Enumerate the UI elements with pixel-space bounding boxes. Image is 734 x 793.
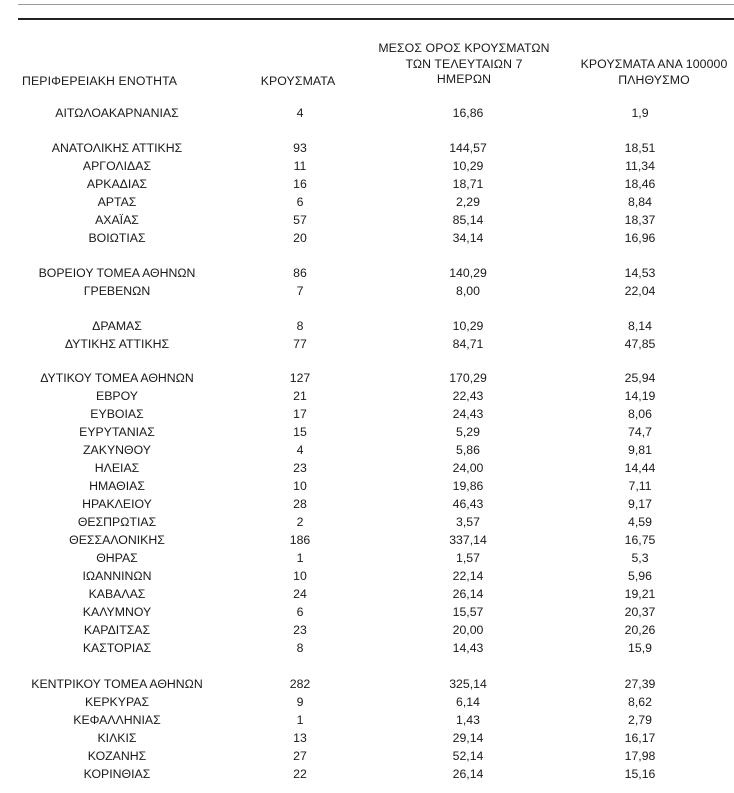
cell-region: ΔΥΤΙΚΗΣ ΑΤΤΙΚΗΣ (64, 337, 170, 351)
cell-cases: 93 (293, 141, 307, 155)
header-cases: ΚΡΟΥΣΜΑΤΑ (260, 74, 336, 88)
table-row (0, 604, 734, 622)
cell-cases: 24 (293, 587, 307, 601)
table-row (0, 230, 734, 248)
table-row (0, 550, 734, 568)
cell-region: ΚΕΝΤΡΙΚΟΥ ΤΟΜΕΑ ΑΘΗΝΩΝ (31, 677, 203, 691)
cell-avg7: 18,71 (452, 177, 484, 191)
cell-per100k: 16,96 (624, 231, 656, 245)
cell-region: ΚΕΦΑΛΛΗΝΙΑΣ (73, 713, 161, 727)
cell-per100k: 14,53 (624, 266, 656, 280)
cell-cases: 22 (293, 767, 307, 781)
table-row (0, 194, 734, 212)
table-row (0, 694, 734, 712)
cell-avg7: 20,00 (452, 623, 484, 637)
cell-per100k: 8,14 (628, 319, 652, 333)
table-row (0, 532, 734, 550)
top-rule (18, 4, 734, 5)
cell-avg7: 22,43 (452, 389, 484, 403)
cell-region: ΑΡΤΑΣ (97, 195, 137, 209)
cell-per100k: 27,39 (624, 677, 656, 691)
cell-region: ΒΟΡΕΙΟΥ ΤΟΜΕΑ ΑΘΗΝΩΝ (38, 266, 196, 280)
cell-per100k: 14,19 (624, 389, 656, 403)
cell-per100k: 18,37 (624, 213, 656, 227)
cell-per100k: 19,21 (624, 587, 656, 601)
cell-cases: 15 (293, 425, 307, 439)
cell-cases: 23 (293, 461, 307, 475)
cell-avg7: 144,57 (449, 141, 487, 155)
cell-per100k: 18,51 (624, 141, 656, 155)
header-region: ΠΕΡΙΦΕΡΕΙΑΚΗ ΕΝΟΤΗΤΑ (22, 74, 178, 88)
cell-region: ΓΡΕΒΕΝΩΝ (83, 284, 151, 298)
cell-per100k: 14,44 (624, 461, 656, 475)
cell-per100k: 8,06 (628, 407, 652, 421)
table-row (0, 212, 734, 230)
cell-per100k: 9,81 (628, 443, 652, 457)
cell-avg7: 26,14 (452, 767, 484, 781)
cell-avg7: 22,14 (452, 569, 484, 583)
cell-region: ΚΑΒΑΛΑΣ (88, 587, 146, 601)
cell-region: ΕΒΡΟΥ (96, 389, 138, 403)
cell-avg7: 46,43 (452, 497, 484, 511)
cell-cases: 10 (293, 479, 307, 493)
cell-region: ΚΑΡΔΙΤΣΑΣ (83, 623, 151, 637)
table-row (0, 460, 734, 478)
header-rule (18, 18, 734, 20)
cell-region: ΚΑΣΤΟΡΙΑΣ (82, 641, 152, 655)
cell-per100k: 47,85 (624, 337, 656, 351)
cell-avg7: 19,86 (452, 479, 484, 493)
cell-per100k: 74,7 (628, 425, 652, 439)
table-row (0, 105, 734, 123)
cell-cases: 127 (289, 371, 311, 385)
table-row (0, 442, 734, 460)
table-row (0, 140, 734, 158)
cell-avg7: 140,29 (449, 266, 487, 280)
cell-cases: 57 (293, 213, 307, 227)
cell-region: ΑΙΤΩΛΟΑΚΑΡΝΑΝΙΑΣ (55, 106, 179, 120)
cell-cases: 23 (293, 623, 307, 637)
cell-cases: 8 (296, 641, 304, 655)
cell-avg7: 6,14 (456, 695, 480, 709)
cell-avg7: 1,43 (456, 713, 480, 727)
cell-per100k: 5,3 (631, 551, 649, 565)
cell-per100k: 18,46 (624, 177, 656, 191)
cell-cases: 1 (296, 551, 304, 565)
cell-per100k: 8,84 (628, 195, 652, 209)
cell-avg7: 52,14 (452, 749, 484, 763)
table-row (0, 586, 734, 604)
table-row (0, 640, 734, 658)
cell-avg7: 10,29 (452, 159, 484, 173)
cell-cases: 8 (296, 319, 304, 333)
cell-avg7: 325,14 (449, 677, 487, 691)
cell-per100k: 25,94 (624, 371, 656, 385)
table-row (0, 283, 734, 301)
cell-cases: 13 (293, 731, 307, 745)
cell-region: ΙΩΑΝΝΙΝΩΝ (82, 569, 152, 583)
cell-cases: 21 (293, 389, 307, 403)
header-per100k (566, 57, 734, 88)
cell-cases: 28 (293, 497, 307, 511)
cell-cases: 86 (293, 266, 307, 280)
cell-per100k: 22,04 (624, 284, 656, 298)
cell-region: ΚΕΡΚΥΡΑΣ (84, 695, 150, 709)
cell-per100k: 7,11 (628, 479, 652, 493)
cell-cases: 10 (293, 569, 307, 583)
cell-per100k: 15,9 (628, 641, 652, 655)
cell-avg7: 26,14 (452, 587, 484, 601)
cell-region: ΔΥΤΙΚΟΥ ΤΟΜΕΑ ΑΘΗΝΩΝ (40, 371, 194, 385)
cell-region: ΒΟΙΩΤΙΑΣ (88, 231, 146, 245)
cell-region: ΑΝΑΤΟΛΙΚΗΣ ΑΤΤΙΚΗΣ (51, 141, 183, 155)
cell-per100k: 20,37 (624, 605, 656, 619)
cell-cases: 7 (296, 284, 304, 298)
header-per100k-line2: ΠΛΗΘΥΣΜΟ (618, 72, 690, 87)
cell-cases: 6 (296, 605, 304, 619)
cell-region: ΕΥΒΟΙΑΣ (90, 407, 144, 421)
cell-avg7: 16,86 (452, 106, 484, 120)
cell-avg7: 34,14 (452, 231, 484, 245)
cell-region: ΚΟΖΑΝΗΣ (87, 749, 147, 763)
cell-avg7: 2,29 (456, 195, 480, 209)
cell-avg7: 170,29 (449, 371, 487, 385)
cell-avg7: 8,00 (456, 284, 480, 298)
cell-per100k: 9,17 (628, 497, 652, 511)
cell-avg7: 84,71 (452, 337, 484, 351)
table-row (0, 424, 734, 442)
table-row (0, 478, 734, 496)
cell-cases: 77 (293, 337, 307, 351)
table-row (0, 158, 734, 176)
cell-region: ΑΡΓΟΛΙΔΑΣ (82, 159, 152, 173)
cell-cases: 2 (296, 515, 304, 529)
cell-avg7: 5,29 (456, 425, 480, 439)
cell-region: ΚΟΡΙΝΘΙΑΣ (83, 767, 151, 781)
table-row (0, 265, 734, 283)
cell-avg7: 337,14 (449, 533, 487, 547)
table-row (0, 496, 734, 514)
cell-avg7: 14,43 (452, 641, 484, 655)
cell-region: ΘΗΡΑΣ (96, 551, 138, 565)
cell-cases: 11 (293, 159, 307, 173)
cell-avg7: 15,57 (452, 605, 484, 619)
table-row (0, 568, 734, 586)
table-row (0, 676, 734, 694)
cell-region: ΚΙΛΚΙΣ (97, 731, 137, 745)
table-row (0, 318, 734, 336)
cell-region: ΑΧΑΪΑΣ (95, 213, 139, 227)
cell-avg7: 3,57 (456, 515, 480, 529)
cell-per100k: 15,16 (624, 767, 656, 781)
cell-avg7: 5,86 (456, 443, 480, 457)
table-row (0, 406, 734, 424)
cell-cases: 4 (296, 443, 304, 457)
header-avg7-line1: ΜΕΣΟΣ ΟΡΟΣ ΚΡΟΥΣΜΑΤΩΝ (378, 41, 550, 55)
cell-cases: 1 (296, 713, 304, 727)
table-row (0, 748, 734, 766)
table-row (0, 622, 734, 640)
cell-cases: 282 (289, 677, 311, 691)
cell-per100k: 2,79 (628, 713, 652, 727)
cell-per100k: 16,75 (624, 533, 656, 547)
table-row (0, 514, 734, 532)
cell-region: ΖΑΚΥΝΘΟΥ (83, 443, 151, 457)
cell-cases: 9 (296, 695, 304, 709)
cell-region: ΗΛΕΙΑΣ (94, 461, 140, 475)
cell-avg7: 24,00 (452, 461, 484, 475)
cell-per100k: 20,26 (624, 623, 656, 637)
cell-per100k: 1,9 (631, 106, 649, 120)
cell-cases: 16 (293, 177, 307, 191)
header-avg7 (362, 41, 566, 88)
cell-cases: 6 (296, 195, 304, 209)
cell-region: ΑΡΚΑΔΙΑΣ (86, 177, 148, 191)
cell-region: ΗΜΑΘΙΑΣ (89, 479, 145, 493)
cell-avg7: 24,43 (452, 407, 484, 421)
table-row (0, 388, 734, 406)
cell-cases: 186 (289, 533, 311, 547)
cell-per100k: 17,98 (624, 749, 656, 763)
cell-region: ΘΕΣΠΡΩΤΙΑΣ (77, 515, 157, 529)
table-row (0, 712, 734, 730)
cell-region: ΔΡΑΜΑΣ (92, 319, 142, 333)
table-row (0, 176, 734, 194)
cell-region: ΗΡΑΚΛΕΙΟΥ (82, 497, 152, 511)
header-avg7-line2: ΤΩΝ ΤΕΛΕΥΤΑΙΩΝ 7 (405, 56, 523, 71)
cell-cases: 20 (293, 231, 307, 245)
cell-per100k: 16,17 (624, 731, 656, 745)
table-row (0, 730, 734, 748)
table-row (0, 336, 734, 354)
table-row (0, 370, 734, 388)
cell-per100k: 8,62 (628, 695, 652, 709)
cell-cases: 17 (293, 407, 307, 421)
cell-avg7: 1,57 (456, 551, 480, 565)
cell-avg7: 29,14 (452, 731, 484, 745)
cell-per100k: 5,96 (628, 569, 652, 583)
cell-cases: 27 (293, 749, 307, 763)
cell-region: ΚΑΛΥΜΝΟΥ (82, 605, 152, 619)
header-per100k-line1: ΚΡΟΥΣΜΑΤΑ ΑΝΑ 100000 (580, 57, 728, 71)
cell-cases: 4 (296, 106, 304, 120)
cell-per100k: 11,34 (625, 159, 655, 173)
cell-region: ΘΕΣΣΑΛΟΝΙΚΗΣ (69, 533, 165, 547)
cell-avg7: 10,29 (452, 319, 484, 333)
cell-region: ΕΥΡΥΤΑΝΙΑΣ (79, 425, 155, 439)
table-row (0, 766, 734, 784)
cell-avg7: 85,14 (452, 213, 484, 227)
cell-per100k: 4,59 (628, 515, 652, 529)
header-avg7-line3: ΗΜΕΡΩΝ (436, 72, 492, 86)
